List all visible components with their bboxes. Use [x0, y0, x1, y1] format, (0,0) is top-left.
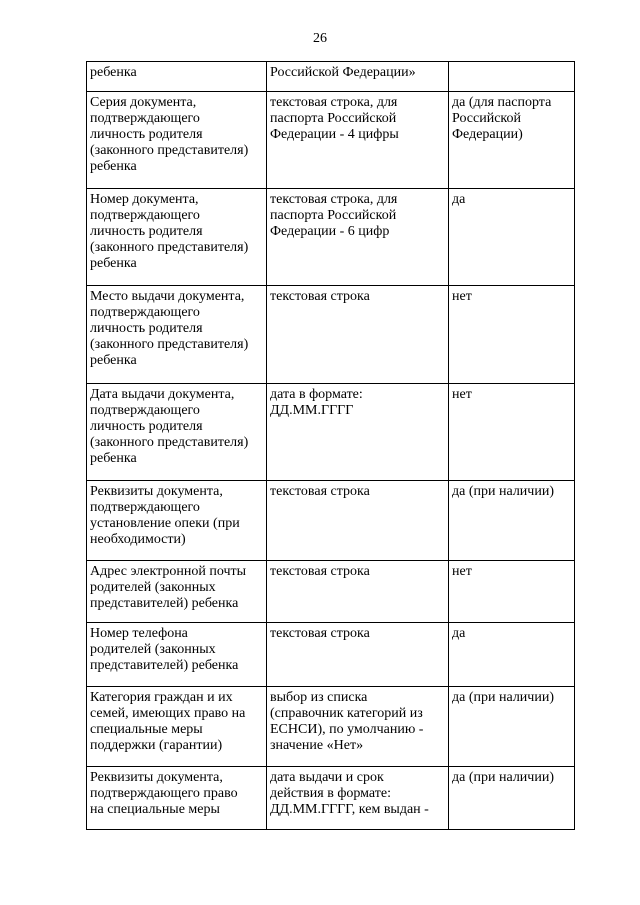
field-name-cell	[87, 561, 267, 623]
table-row	[87, 286, 575, 384]
required-cell	[449, 561, 575, 623]
table-row	[87, 384, 575, 481]
field-required: нет	[452, 289, 472, 304]
field-required: да (при наличии)	[452, 484, 554, 499]
required-cell	[449, 92, 575, 189]
field-name: Место выдачи документа, подтверждающего личность родителя (законного представителя) ребенка	[90, 289, 249, 368]
field-name-cell	[87, 384, 267, 481]
requirements-table	[86, 61, 575, 830]
field-name: Номер телефона родителей (законных представителей) ребенка	[90, 626, 239, 673]
field-format: текстовая строка, для паспорта Российской Федерации - 4 цифры	[270, 95, 399, 142]
required-cell	[449, 384, 575, 481]
required-cell	[449, 286, 575, 384]
field-format: дата в формате: ДД.ММ.ГГГГ	[270, 387, 363, 418]
field-format: текстовая строка	[270, 564, 370, 579]
field-format: текстовая строка	[270, 626, 370, 641]
field-name: Номер документа, подтверждающего личность родителя (законного представителя) ребенка	[90, 192, 249, 271]
format-cell	[267, 481, 449, 561]
required-cell	[449, 687, 575, 767]
field-format: выбор из списка (справочник категорий из ЕСНСИ), по умолчанию - значение «Нет»	[270, 690, 424, 753]
field-name: Категория граждан и их семей, имеющих право на специальные меры поддержки (гарантии)	[90, 690, 246, 753]
field-format: текстовая строка, для паспорта Российской Федерации - 6 цифр	[270, 192, 398, 239]
field-name: ребенка	[90, 65, 137, 80]
field-required: нет	[452, 564, 472, 579]
field-format: текстовая строка	[270, 289, 370, 304]
field-name-cell	[87, 62, 267, 92]
table-row	[87, 189, 575, 286]
field-name: Реквизиты документа, подтверждающего установление опеки (при необходимости)	[90, 484, 240, 547]
field-name-cell	[87, 286, 267, 384]
table-row	[87, 767, 575, 830]
required-cell	[449, 767, 575, 830]
table-row	[87, 623, 575, 687]
field-name-cell	[87, 767, 267, 830]
required-cell	[449, 481, 575, 561]
format-cell	[267, 92, 449, 189]
table-row	[87, 687, 575, 767]
field-name-cell	[87, 687, 267, 767]
required-cell	[449, 62, 575, 92]
field-required: да (для паспорта Российской Федерации)	[452, 95, 552, 142]
field-name: Адрес электронной почты родителей (законных представителей) ребенка	[90, 564, 247, 611]
field-name-cell	[87, 481, 267, 561]
format-cell	[267, 623, 449, 687]
field-name-cell	[87, 189, 267, 286]
required-cell	[449, 623, 575, 687]
table-row	[87, 481, 575, 561]
field-required: нет	[452, 387, 472, 402]
format-cell	[267, 189, 449, 286]
field-name-cell	[87, 92, 267, 189]
field-name: Дата выдачи документа, подтверждающего личность родителя (законного представителя) ребенка	[90, 387, 249, 466]
format-cell	[267, 767, 449, 830]
format-cell	[267, 286, 449, 384]
field-name: Реквизиты документа, подтверждающего право на специальные меры	[90, 770, 238, 817]
field-format: текстовая строка	[270, 484, 370, 499]
field-required: да	[452, 192, 466, 207]
required-cell	[449, 189, 575, 286]
field-format: Российской Федерации»	[270, 65, 416, 80]
field-name-cell	[87, 623, 267, 687]
format-cell	[267, 384, 449, 481]
field-required: да	[452, 626, 466, 641]
table-row	[87, 92, 575, 189]
page-number: 26	[313, 31, 327, 46]
field-required: да (при наличии)	[452, 690, 554, 705]
table-row	[87, 561, 575, 623]
field-name: Серия документа, подтверждающего личность родителя (законного представителя) ребенка	[90, 95, 249, 174]
format-cell	[267, 687, 449, 767]
field-required: да (при наличии)	[452, 770, 554, 785]
format-cell	[267, 561, 449, 623]
format-cell	[267, 62, 449, 92]
field-format: дата выдачи и срок действия в формате: ДД.ММ.ГГГГ, кем выдан -	[270, 770, 429, 817]
table-row	[87, 62, 575, 92]
